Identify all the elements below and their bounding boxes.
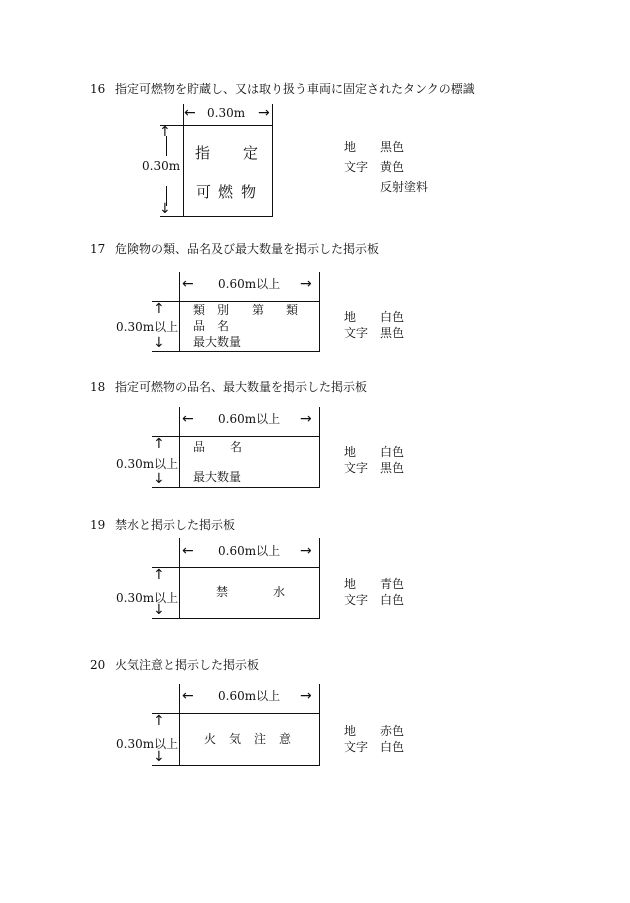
spec-value: 白色 [380, 445, 405, 459]
spec-value: 黄色 [380, 160, 405, 174]
section-number: 20 [90, 658, 106, 672]
width-label: 0.30m [207, 106, 246, 120]
dimension-tick-right [272, 104, 273, 126]
dimension-tick-right [319, 684, 320, 714]
up-arrow-icon: ↑ [153, 713, 165, 729]
dimension-tick-bottom [152, 351, 180, 352]
dimension-tick-left [179, 538, 180, 568]
width-label: 0.60m以上 [218, 544, 281, 558]
section-title: 指定可燃物の品名、最大数量を掲示した掲示板 [115, 380, 368, 394]
spec-label: 地 [344, 140, 357, 154]
dimension-tick-left [179, 684, 180, 714]
section-title: 火気注意と掲示した掲示板 [115, 658, 260, 672]
spec-label: 地 [344, 445, 357, 459]
up-arrow-icon: ↑ [153, 301, 165, 317]
spec-value: 黒色 [380, 326, 405, 340]
spec-value: 白色 [380, 593, 405, 607]
sign-char: 名 [230, 440, 243, 454]
height-label: 0.30m [142, 159, 181, 173]
sign-char: 別 [217, 303, 230, 317]
spec-label: 文字 [344, 461, 369, 475]
dimension-tick-bottom [152, 487, 180, 488]
section-title: 危険物の類、品名及び最大数量を掲示した掲示板 [115, 242, 380, 256]
section-number: 19 [90, 518, 106, 532]
sign-char: 気 [229, 732, 242, 746]
right-arrow-icon: → [300, 411, 312, 427]
dimension-tick-right [319, 538, 320, 568]
spec-value: 反射塗料 [380, 180, 429, 194]
up-arrow-icon: ↑ [153, 567, 165, 583]
sign-text: 最大数量 [193, 470, 242, 484]
sign-board [179, 567, 320, 619]
spec-label: 文字 [344, 593, 369, 607]
up-arrow-icon: ↑ [159, 124, 171, 140]
spec-label: 地 [344, 577, 357, 591]
right-arrow-icon: → [300, 688, 312, 704]
left-arrow-icon: ← [182, 688, 194, 704]
spec-value: 白色 [380, 310, 405, 324]
left-arrow-icon: ← [182, 543, 194, 559]
spec-label: 地 [344, 310, 357, 324]
sign-board [183, 125, 273, 217]
sign-char: 火 [204, 732, 217, 746]
down-arrow-icon: ↓ [153, 749, 165, 765]
sign-char: 定 [243, 144, 259, 162]
spec-label: 地 [344, 724, 357, 738]
spec-label: 文字 [344, 160, 369, 174]
spec-value: 赤色 [380, 724, 405, 738]
sign-char: 類 [193, 303, 206, 317]
down-arrow-icon: ↓ [153, 471, 165, 487]
height-label: 0.30m以上 [116, 591, 179, 605]
width-label: 0.60m以上 [218, 277, 281, 291]
spec-value: 青色 [380, 577, 405, 591]
sign-char: 物 [241, 183, 257, 201]
spec-label: 文字 [344, 740, 369, 754]
section-title: 指定可燃物を貯蔵し、又は取り扱う車両に固定されたタンクの標識 [115, 82, 475, 96]
sign-char: 可 [196, 183, 212, 201]
down-arrow-icon: ↓ [153, 335, 165, 351]
height-label: 0.30m以上 [116, 737, 179, 751]
down-arrow-icon: ↓ [159, 201, 171, 217]
spec-value: 黒色 [380, 140, 405, 154]
left-arrow-icon: ← [184, 105, 196, 121]
sign-char: 品 [193, 440, 206, 454]
sign-char: 品 [193, 319, 206, 333]
width-label: 0.60m以上 [218, 689, 281, 703]
dimension-tick-right [319, 407, 320, 437]
down-arrow-icon: ↓ [153, 602, 165, 618]
section-number: 16 [90, 82, 106, 96]
spec-value: 白色 [380, 740, 405, 754]
left-arrow-icon: ← [182, 411, 194, 427]
section-number: 18 [90, 380, 106, 394]
sign-board [179, 713, 320, 766]
right-arrow-icon: → [300, 276, 312, 292]
right-arrow-icon: → [258, 105, 270, 121]
sign-char: 第 [252, 303, 265, 317]
sign-char: 名 [217, 319, 230, 333]
up-arrow-icon: ↑ [153, 436, 165, 452]
sign-char: 類 [286, 303, 299, 317]
height-label: 0.30m以上 [116, 457, 179, 471]
dimension-tick-left [179, 272, 180, 302]
height-label: 0.30m以上 [116, 320, 179, 334]
width-label: 0.60m以上 [218, 412, 281, 426]
section-title: 禁水と掲示した掲示板 [115, 518, 236, 532]
right-arrow-icon: → [300, 543, 312, 559]
dimension-tick-bottom [152, 618, 180, 619]
spec-value: 黒色 [380, 461, 405, 475]
section-number: 17 [90, 242, 106, 256]
dimension-tick-bottom [152, 765, 180, 766]
sign-char: 指 [195, 144, 211, 162]
dimension-line [166, 136, 167, 156]
spec-label: 文字 [344, 326, 369, 340]
sign-char: 禁 [216, 585, 229, 599]
left-arrow-icon: ← [182, 276, 194, 292]
sign-text: 最大数量 [193, 335, 242, 349]
sign-char: 水 [273, 585, 286, 599]
dimension-tick-left [179, 407, 180, 437]
sign-char: 注 [254, 732, 267, 746]
dimension-tick-right [319, 272, 320, 302]
sign-char: 意 [279, 732, 292, 746]
sign-char: 燃 [218, 183, 234, 201]
